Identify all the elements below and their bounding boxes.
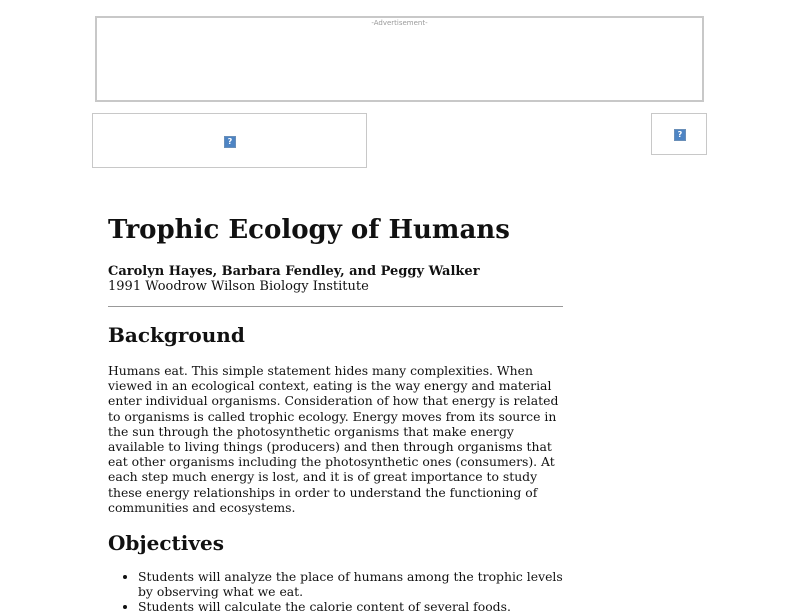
advertisement-banner[interactable]: [95, 16, 704, 102]
broken-image-icon: ?: [674, 129, 686, 141]
objectives-heading: Objectives: [108, 531, 224, 556]
article-institute: 1991 Woodrow Wilson Biology Institute: [108, 279, 369, 294]
background-heading: Background: [108, 323, 245, 347]
ad-box-left[interactable]: [92, 113, 367, 168]
article-authors: Carolyn Hayes, Barbara Fendley, and Peggy Walker: [108, 264, 480, 279]
background-paragraph: Humans eat. This simple statement hides many complexities. When viewed in an ecological context, eating is the way energy and material enter individual organisms. Consideration of how that energy is related to organisms is called trophic ecology. Energy moves from its source in the sun through the photosynthetic organisms that make energy available to living things (producers) and then through organisms that eat other organisms including the photosynthetic ones (consumers). At each step much energy is lost, and it is of great importance to study these energy relationships in order to understand the functioning of communities and ecosystems.: [108, 363, 559, 515]
list-item: • Students will calculate the calorie content of several foods.: [138, 599, 563, 614]
ad-box-right[interactable]: [651, 113, 707, 155]
broken-image-icon: ?: [224, 136, 236, 148]
page-title: Trophic Ecology of Humans: [108, 215, 510, 245]
advertisement-label: -Advertisement-: [371, 19, 428, 27]
objectives-list: [108, 569, 563, 615]
article: [108, 210, 563, 615]
list-item: • Students will analyze the place of humans among the trophic levels by observing what we eat.: [138, 569, 563, 599]
divider: [108, 306, 563, 307]
